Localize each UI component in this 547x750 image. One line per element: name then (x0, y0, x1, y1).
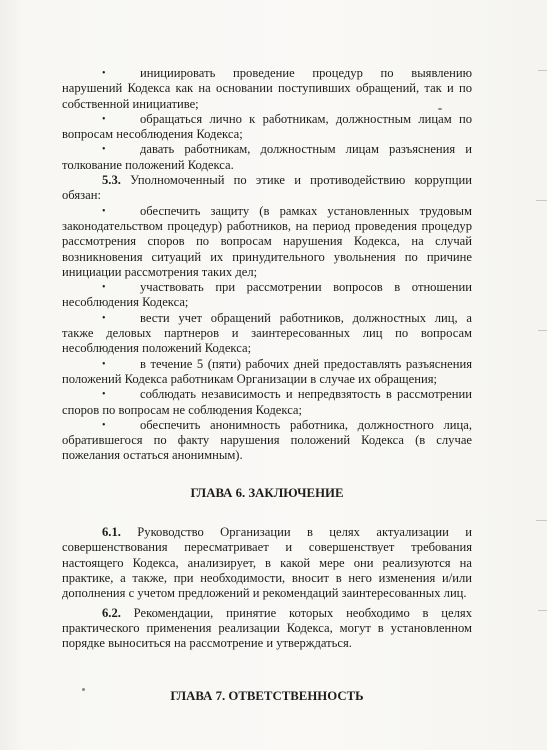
paragraph-number: 5.3. (102, 173, 121, 188)
bullet-icon: • (102, 312, 106, 324)
bullet-text: вести учет обращений работников, должностных лиц, а также деловых партнеров и заинтересованных лиц по вопросам несоблюдения положений Кодекса; (62, 310, 472, 356)
bullet-icon: • (102, 68, 106, 79)
bullet-icon: • (102, 113, 106, 125)
bullet-item (62, 112, 472, 143)
paragraph-text: Уполномоченный по этике и противодействию коррупции обязан: (62, 173, 472, 203)
bullet-text: обращаться лично к работникам, должностным лицам по вопросам несоблюдения Кодекса; (62, 111, 472, 142)
bullet-item (62, 357, 472, 388)
bullet-icon: • (102, 419, 106, 431)
bullet-icon: • (102, 144, 106, 156)
paragraph-number: 6.2. (102, 605, 121, 620)
bullet-item (62, 418, 472, 464)
bullet-item (62, 142, 472, 173)
bullet-text: обеспечить анонимность работника, должностного лица, обратившегося по факту нарушения положений Кодекса (в случае пожелания остаться анонимным). (62, 417, 472, 463)
bullet-text: обеспечить защиту (в рамках установленных трудовым законодательством процедур) работников, на период проведения процедур рассмотрения споров по вопросам нарушения Кодекса, на случай возникновения ситуаций их принудительного увольнения по причине инициации рассмотрения таких дел; (62, 203, 472, 279)
bullet-icon: • (102, 389, 106, 401)
bullet-text: инициировать проведение процедур по выявлению нарушений Кодекса как на основании поступивших обращений, так и по собственной инициативе; (62, 66, 472, 111)
bullet-item (62, 204, 472, 280)
paragraph-5-3 (62, 173, 472, 204)
paragraph-6-1 (62, 525, 472, 601)
document-body (62, 66, 472, 705)
bullet-text: участвовать при рассмотрении вопросов в отношении несоблюдения Кодекса; (62, 280, 472, 310)
paragraph-text: Руководство Организации в целях актуализации и совершенствования пересматривает и совершенствует требования настоящего Кодекса, анализирует, в какой мере они реализуются на практике, а также, при необходимости, вносит в него изменения и/или дополнения с учетом предложений и рекомендаций заинтересованных лиц. (62, 525, 472, 601)
edge-artifact (536, 200, 547, 201)
chapter-7-heading: ГЛАВА 7. ОТВЕТСТВЕННОСТЬ (170, 689, 364, 704)
paragraph-number: 6.1. (102, 525, 121, 540)
paragraph-text: Рекомендации, принятие которых необходимо в целях практического применения реализации Кодекса, могут в установленном порядке выноситься на рассмотрение и утверждаться. (62, 605, 472, 651)
paragraph-6-2 (62, 606, 472, 652)
bullet-icon: • (102, 358, 106, 370)
bullet-item (62, 311, 472, 357)
bullet-item (62, 66, 472, 112)
bullet-text: в течение 5 (пяти) рабочих дней предоставлять разъяснения положений Кодекса работникам Организации в случае их обращения; (62, 356, 472, 386)
bullet-item (62, 387, 472, 418)
edge-artifact (538, 610, 547, 611)
chapter-6-heading: ГЛАВА 6. ЗАКЛЮЧЕНИЕ (190, 485, 344, 500)
edge-artifact (538, 330, 547, 331)
bullet-text: соблюдать независимость и непредвзятость в рассмотрении споров по вопросам не соблюдения Кодекса; (62, 387, 472, 417)
bullet-text: давать работникам, должностным лицам разъяснения и толкование положений Кодекса. (62, 142, 472, 172)
bullet-icon: • (102, 205, 106, 217)
edge-artifact (538, 70, 547, 71)
bullet-item (62, 280, 472, 311)
edge-artifact (536, 520, 547, 521)
bullet-icon: • (102, 282, 106, 294)
